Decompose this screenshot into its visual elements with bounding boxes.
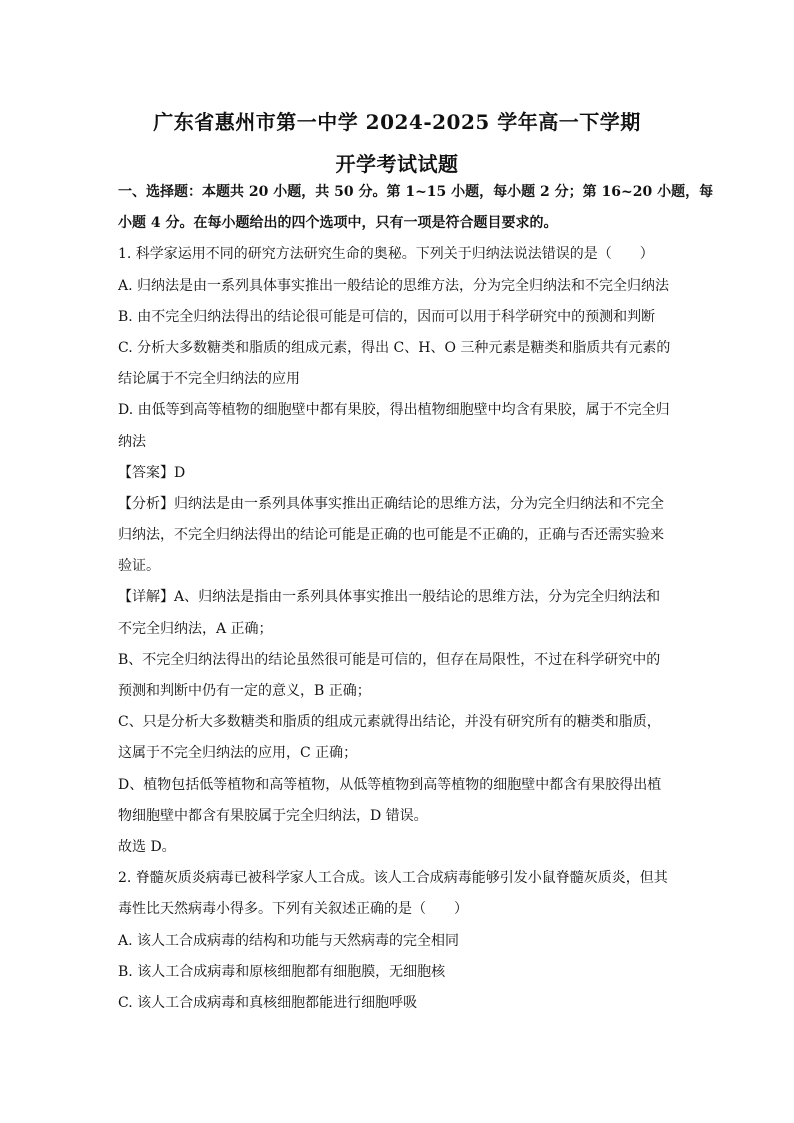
q2-stem-line2: 毒性比天然病毒小得多。下列有关叙述正确的是（ ） <box>118 901 468 918</box>
q1-analysis-line1: 【分析】归纳法是由一系列具体事实推出正确结论的思维方法，分为完全归纳法和不完全 <box>118 495 664 512</box>
q1-option-d-line1: D. 由低等到高等植物的细胞壁中都有果胶，得出植物细胞壁中均含有果胶，属于不完全归 <box>118 402 670 419</box>
q1-analysis-line2: 归纳法，不完全归纳法得出的结论可能是正确的也可能是不正确的，正确与否还需实验来 <box>118 527 664 544</box>
q2-option-c: C. 该人工合成病毒和真核细胞都能进行细胞呼吸 <box>118 994 418 1011</box>
q1-detail-line1: 【详解】A、归纳法是指由一系列具体事实推出一般结论的思维方法，分为完全归纳法和 <box>118 589 661 606</box>
q1-stem: 1. 科学家运用不同的研究方法研究生命的奥秘。下列关于归纳法说法错误的是（ ） <box>118 246 654 263</box>
q1-detail-line7: D、植物包括低等植物和高等植物，从低等植物到高等植物的细胞壁中都含有果胶得出植 <box>118 776 662 793</box>
q1-analysis-line3: 验证。 <box>118 558 160 575</box>
q1-conclusion: 故选 D。 <box>118 838 176 855</box>
q2-option-a: A. 该人工合成病毒的结构和功能与天然病毒的完全相同 <box>118 932 460 949</box>
q2-option-b: B. 该人工合成病毒和原核细胞都有细胞膜，无细胞核 <box>118 963 446 980</box>
q1-option-b: B. 由不完全归纳法得出的结论很可能是可信的，因而可以用于科学研究中的预测和判断 <box>118 308 656 325</box>
q1-detail-line6: 这属于不完全归纳法的应用，C 正确； <box>118 745 358 762</box>
q1-detail-line4: 预测和判断中仍有一定的意义，B 正确； <box>118 683 371 699</box>
q1-option-c-line1: C. 分析大多数糖类和脂质的组成元素，得出 C、H、O 三种元素是糖类和脂质共有元素的 <box>118 339 671 356</box>
q1-detail-line8: 物细胞壁中都含有果胶属于完全归纳法，D 错误。 <box>118 807 428 824</box>
q1-option-a: A. 归纳法是由一系列具体事实推出一般结论的思维方法，分为完全归纳法和不完全归纳法 <box>118 277 670 294</box>
q1-option-d-line2: 纳法 <box>118 433 146 450</box>
q1-detail-line3: B、不完全归纳法得出的结论虽然很可能是可信的，但存在局限性，不过在科学研究中的 <box>118 651 661 668</box>
doc-title-line2: 开学考试试题 <box>335 152 459 176</box>
q1-detail-line2: 不完全归纳法，A 正确； <box>118 620 273 637</box>
section-heading-line1: 一、选择题：本题共 20 小题，共 50 分。第 1~15 小题，每小题 2 分；第 16~20 小题，每 <box>118 184 714 200</box>
doc-title-line1: 广东省惠州市第一中学 2024-2025 学年高一下学期 <box>153 110 641 134</box>
q1-detail-line5: C、只是分析大多数糖类和脂质的组成元素就得出结论，并没有研究所有的糖类和脂质， <box>118 714 661 731</box>
q1-option-c-line2: 结论属于不完全归纳法的应用 <box>118 371 300 388</box>
q2-stem-line1: 2. 脊髓灰质炎病毒已被科学家人工合成。该人工合成病毒能够引发小鼠脊髓灰质炎，但其 <box>118 870 668 887</box>
section-heading-line2: 小题 4 分。在每小题给出的四个选项中，只有一项是符合题目要求的。 <box>118 215 558 232</box>
doc-content <box>118 182 714 1024</box>
q1-answer: 【答案】D <box>118 464 186 481</box>
